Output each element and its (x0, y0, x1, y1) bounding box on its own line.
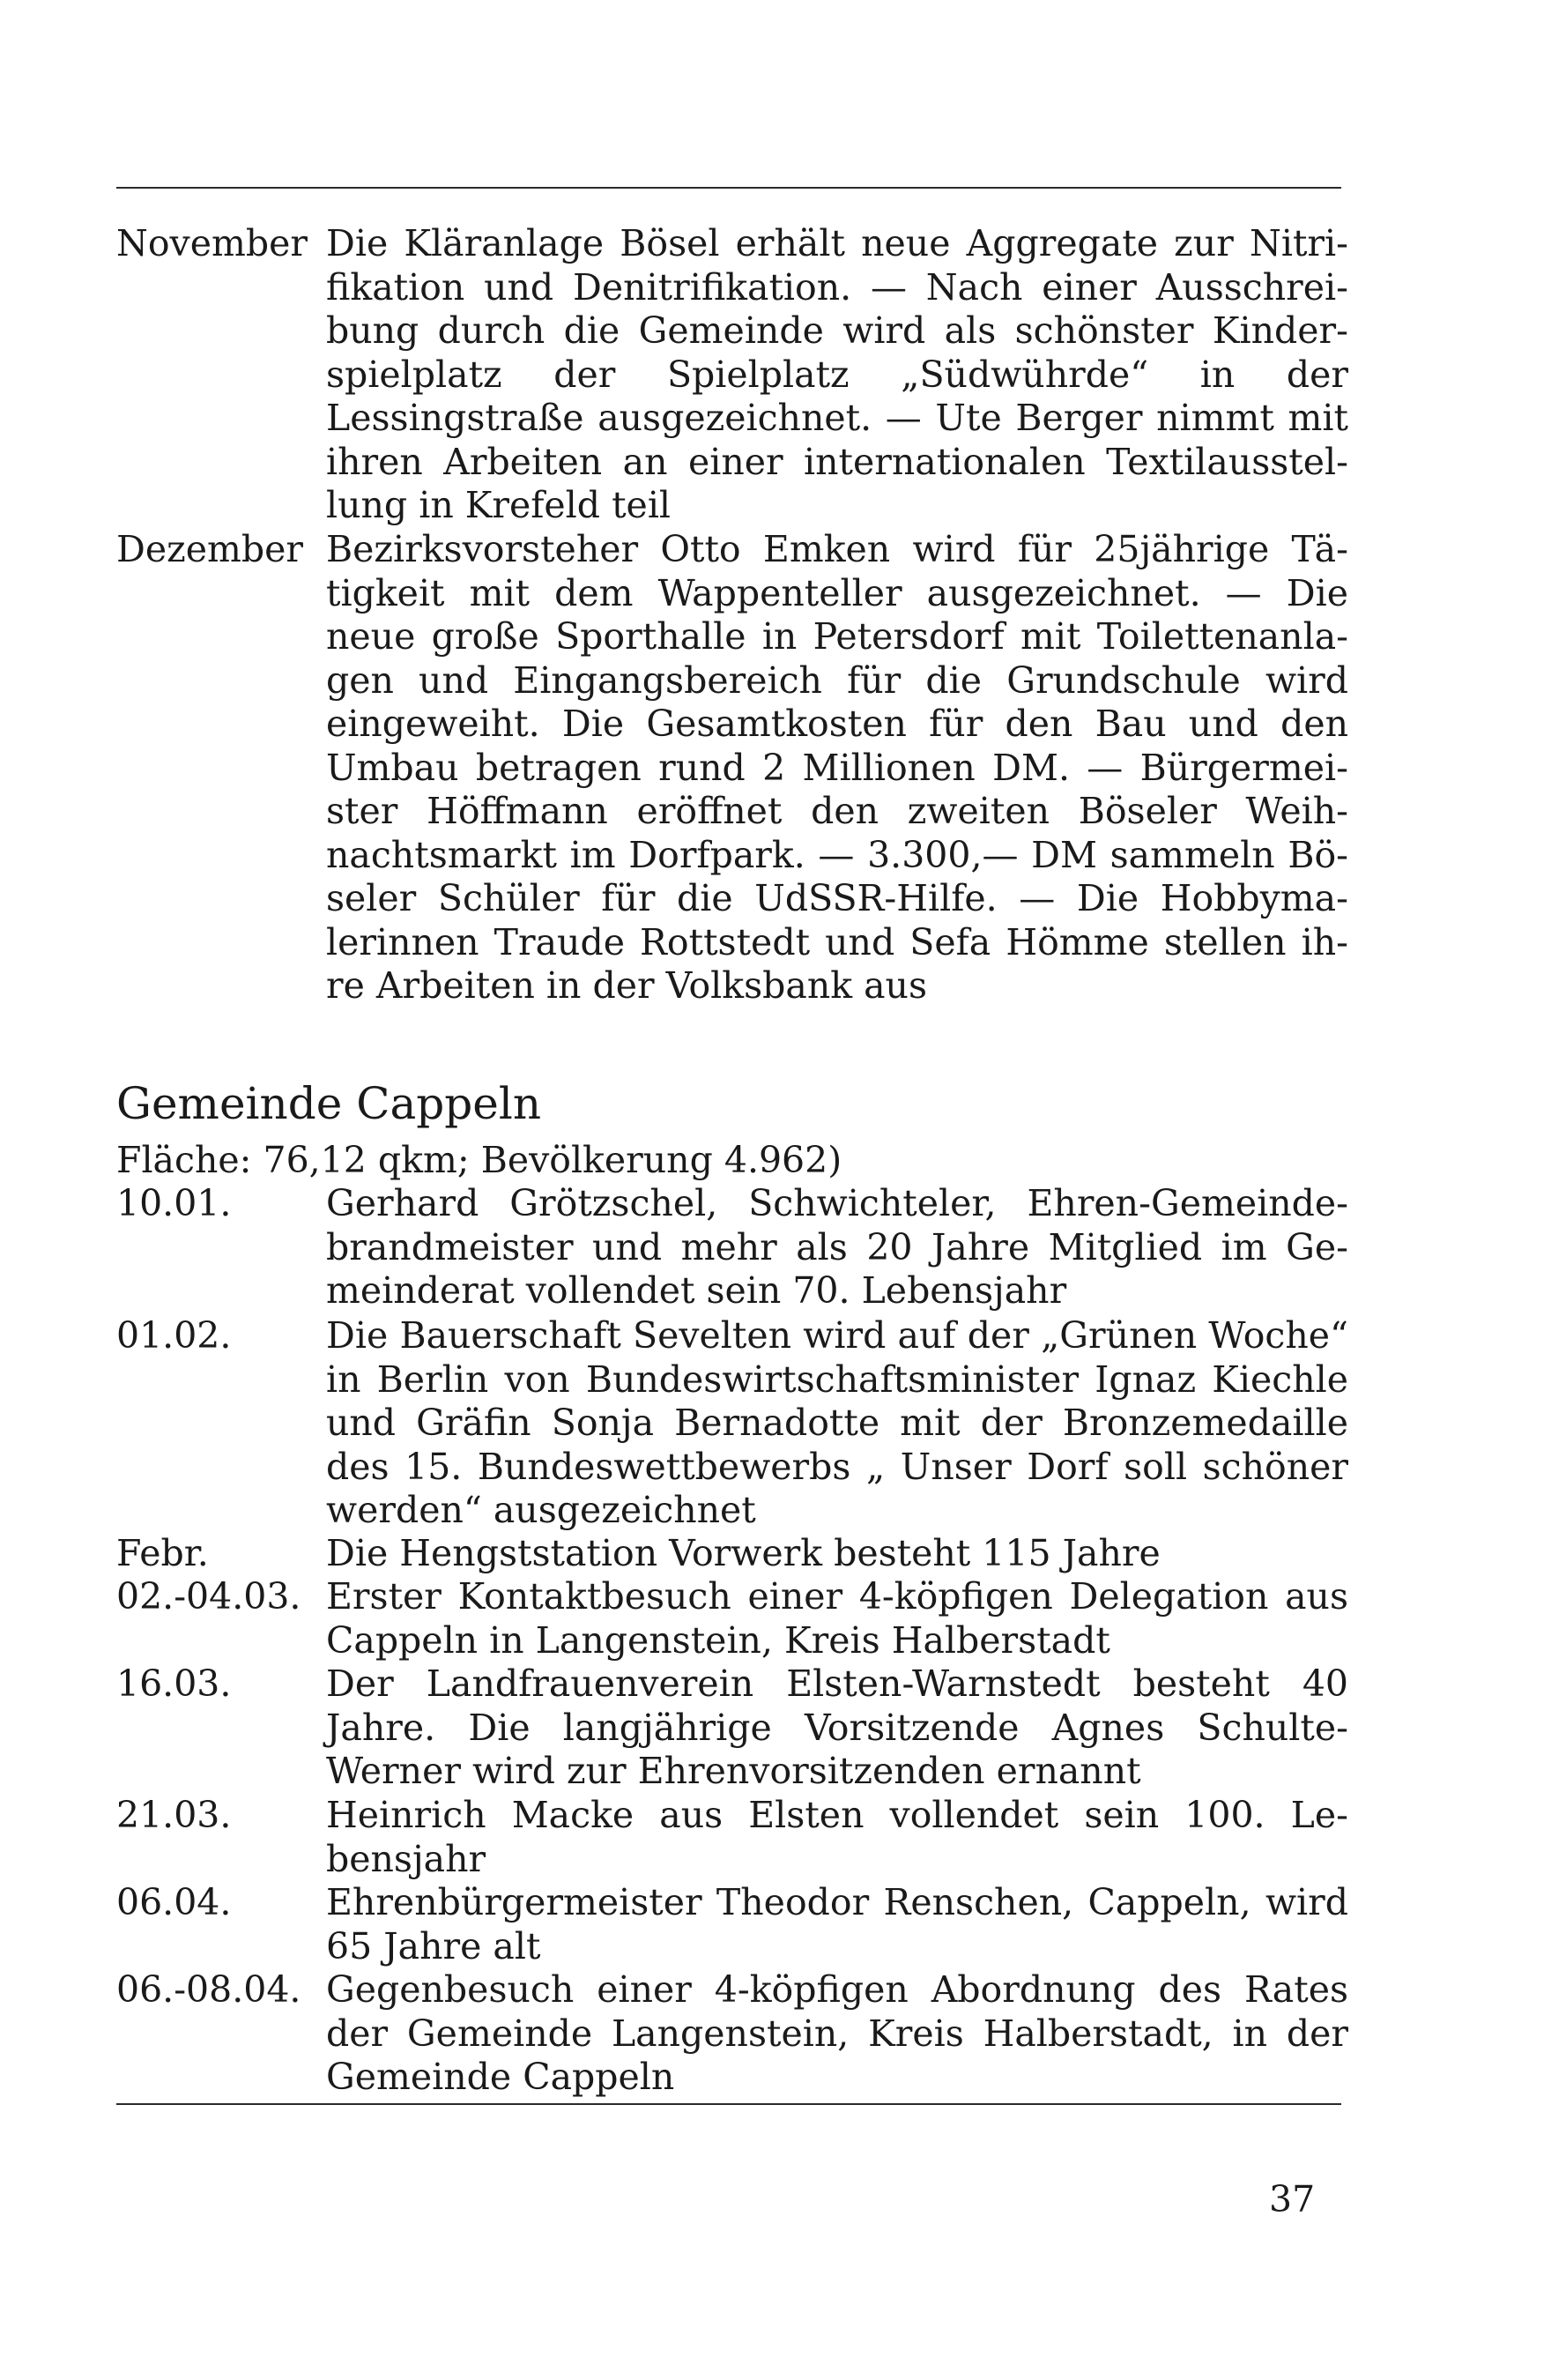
entry-text: Die Bauerschaft Sevelten wird auf der „Grünen Woche“ in Berlin von Bundeswirtschaftsminister Ignaz Kiechle und Gräfin Sonja Bernadotte mit der Bronzemedaille des 15. Bundeswettbewerbs „ Unser Dorf soll schöner werden“ ausgezeichnet (326, 1314, 1348, 1531)
entry-text: Gegenbesuch einer 4-köpfigen Abordnung des Rates der Gemeinde Langenstein, Kreis Halberstadt, in der Gemeinde Cappeln (326, 1968, 1348, 2098)
entry-date: 16.03. (116, 1662, 232, 1705)
entry-text: Heinrich Macke aus Elsten vollendet sein 100. Lebensjahr (326, 1794, 1348, 1880)
chronicle-entry (116, 1182, 1348, 1313)
entry-date: 10.01. (116, 1182, 232, 1224)
entry-date: 01.02. (116, 1314, 232, 1357)
entry-text: Die Hengststation Vorwerk besteht 115 Jahre (326, 1532, 1161, 1574)
chronicle-entry (116, 1314, 1348, 1533)
entry-text: Erster Kontaktbesuch einer 4-köpfigen Delegation aus Cappeln in Langenstein, Kreis Halberstadt (326, 1575, 1348, 1662)
chronicle-entry (116, 1968, 1348, 2100)
entry-date: Febr. (116, 1532, 209, 1574)
entry-text: Der Landfrauenverein Elsten-Warnstedt besteht 40 Jahre. Die langjährige Vorsitzende Agnes Schulte-Werner wird zur Ehrenvorsitzenden ernannt (326, 1662, 1348, 1792)
chronicle-entry (116, 1662, 1348, 1794)
chronicle-entry (116, 1575, 1348, 1662)
entry-date: 21.03. (116, 1794, 232, 1836)
top-rule (116, 187, 1341, 189)
chronicle-entry (116, 1794, 1348, 1881)
entry-date: November (116, 222, 308, 264)
chronicle-entry (116, 1881, 1348, 1968)
chronicle-entry-november (116, 222, 1348, 528)
section-subtitle: Fläche: 76,12 qkm; Bevölkerung 4.962) (116, 1139, 842, 1181)
chronicle-entry (116, 1532, 1348, 1576)
entry-text: Ehrenbürgermeister Theodor Renschen, Cappeln, wird 65 Jahre alt (326, 1881, 1348, 1967)
entry-date: 02.-04.03. (116, 1575, 301, 1618)
entry-date: 06.04. (116, 1881, 232, 1923)
entry-text: Die Kläranlage Bösel erhält neue Aggregate zur Nitrifikation und Denitrifikation. — Nach einer Ausschreibung durch die Gemeinde wird als schönster Kinderspielplatz der Spielplatz „Südwührde“ in der Lessingstraße ausgezeichnet. — Ute Berger nimmt mit ihren Arbeiten an einer internationalen Textilausstellung in Krefeld teil (326, 222, 1348, 526)
entry-text: Bezirksvorsteher Otto Emken wird für 25jährige Tätigkeit mit dem Wappenteller ausgezeichnet. — Die neue große Sporthalle in Petersdorf mit Toilettenanlagen und Eingangsbereich für die Grundschule wird eingeweiht. Die Gesamtkosten für den Bau und den Umbau betragen rund 2 Millionen DM. — Bürgermeister Höffmann eröffnet den zweiten Böseler Weihnachtsmarkt im Dorfpark. — 3.300,— DM sammeln Böseler Schüler für die UdSSR-Hilfe. — Die Hobbymalerinnen Traude Rottstedt und Sefa Hömme stellen ihre Arbeiten in der Volksbank aus (326, 528, 1348, 1007)
bottom-rule (116, 2103, 1341, 2105)
entry-date: 06.-08.04. (116, 1968, 301, 2011)
page-number: 37 (1269, 2178, 1316, 2220)
entry-text: Gerhard Grötzschel, Schwichteler, Ehren-Gemeindebrandmeister und mehr als 20 Jahre Mitglied im Gemeinderat vollendet sein 70. Lebensjahr (326, 1182, 1348, 1312)
entry-date: Dezember (116, 528, 303, 570)
chronicle-entry-dezember (116, 528, 1348, 1008)
section-title: Gemeinde Cappeln (116, 1078, 542, 1129)
